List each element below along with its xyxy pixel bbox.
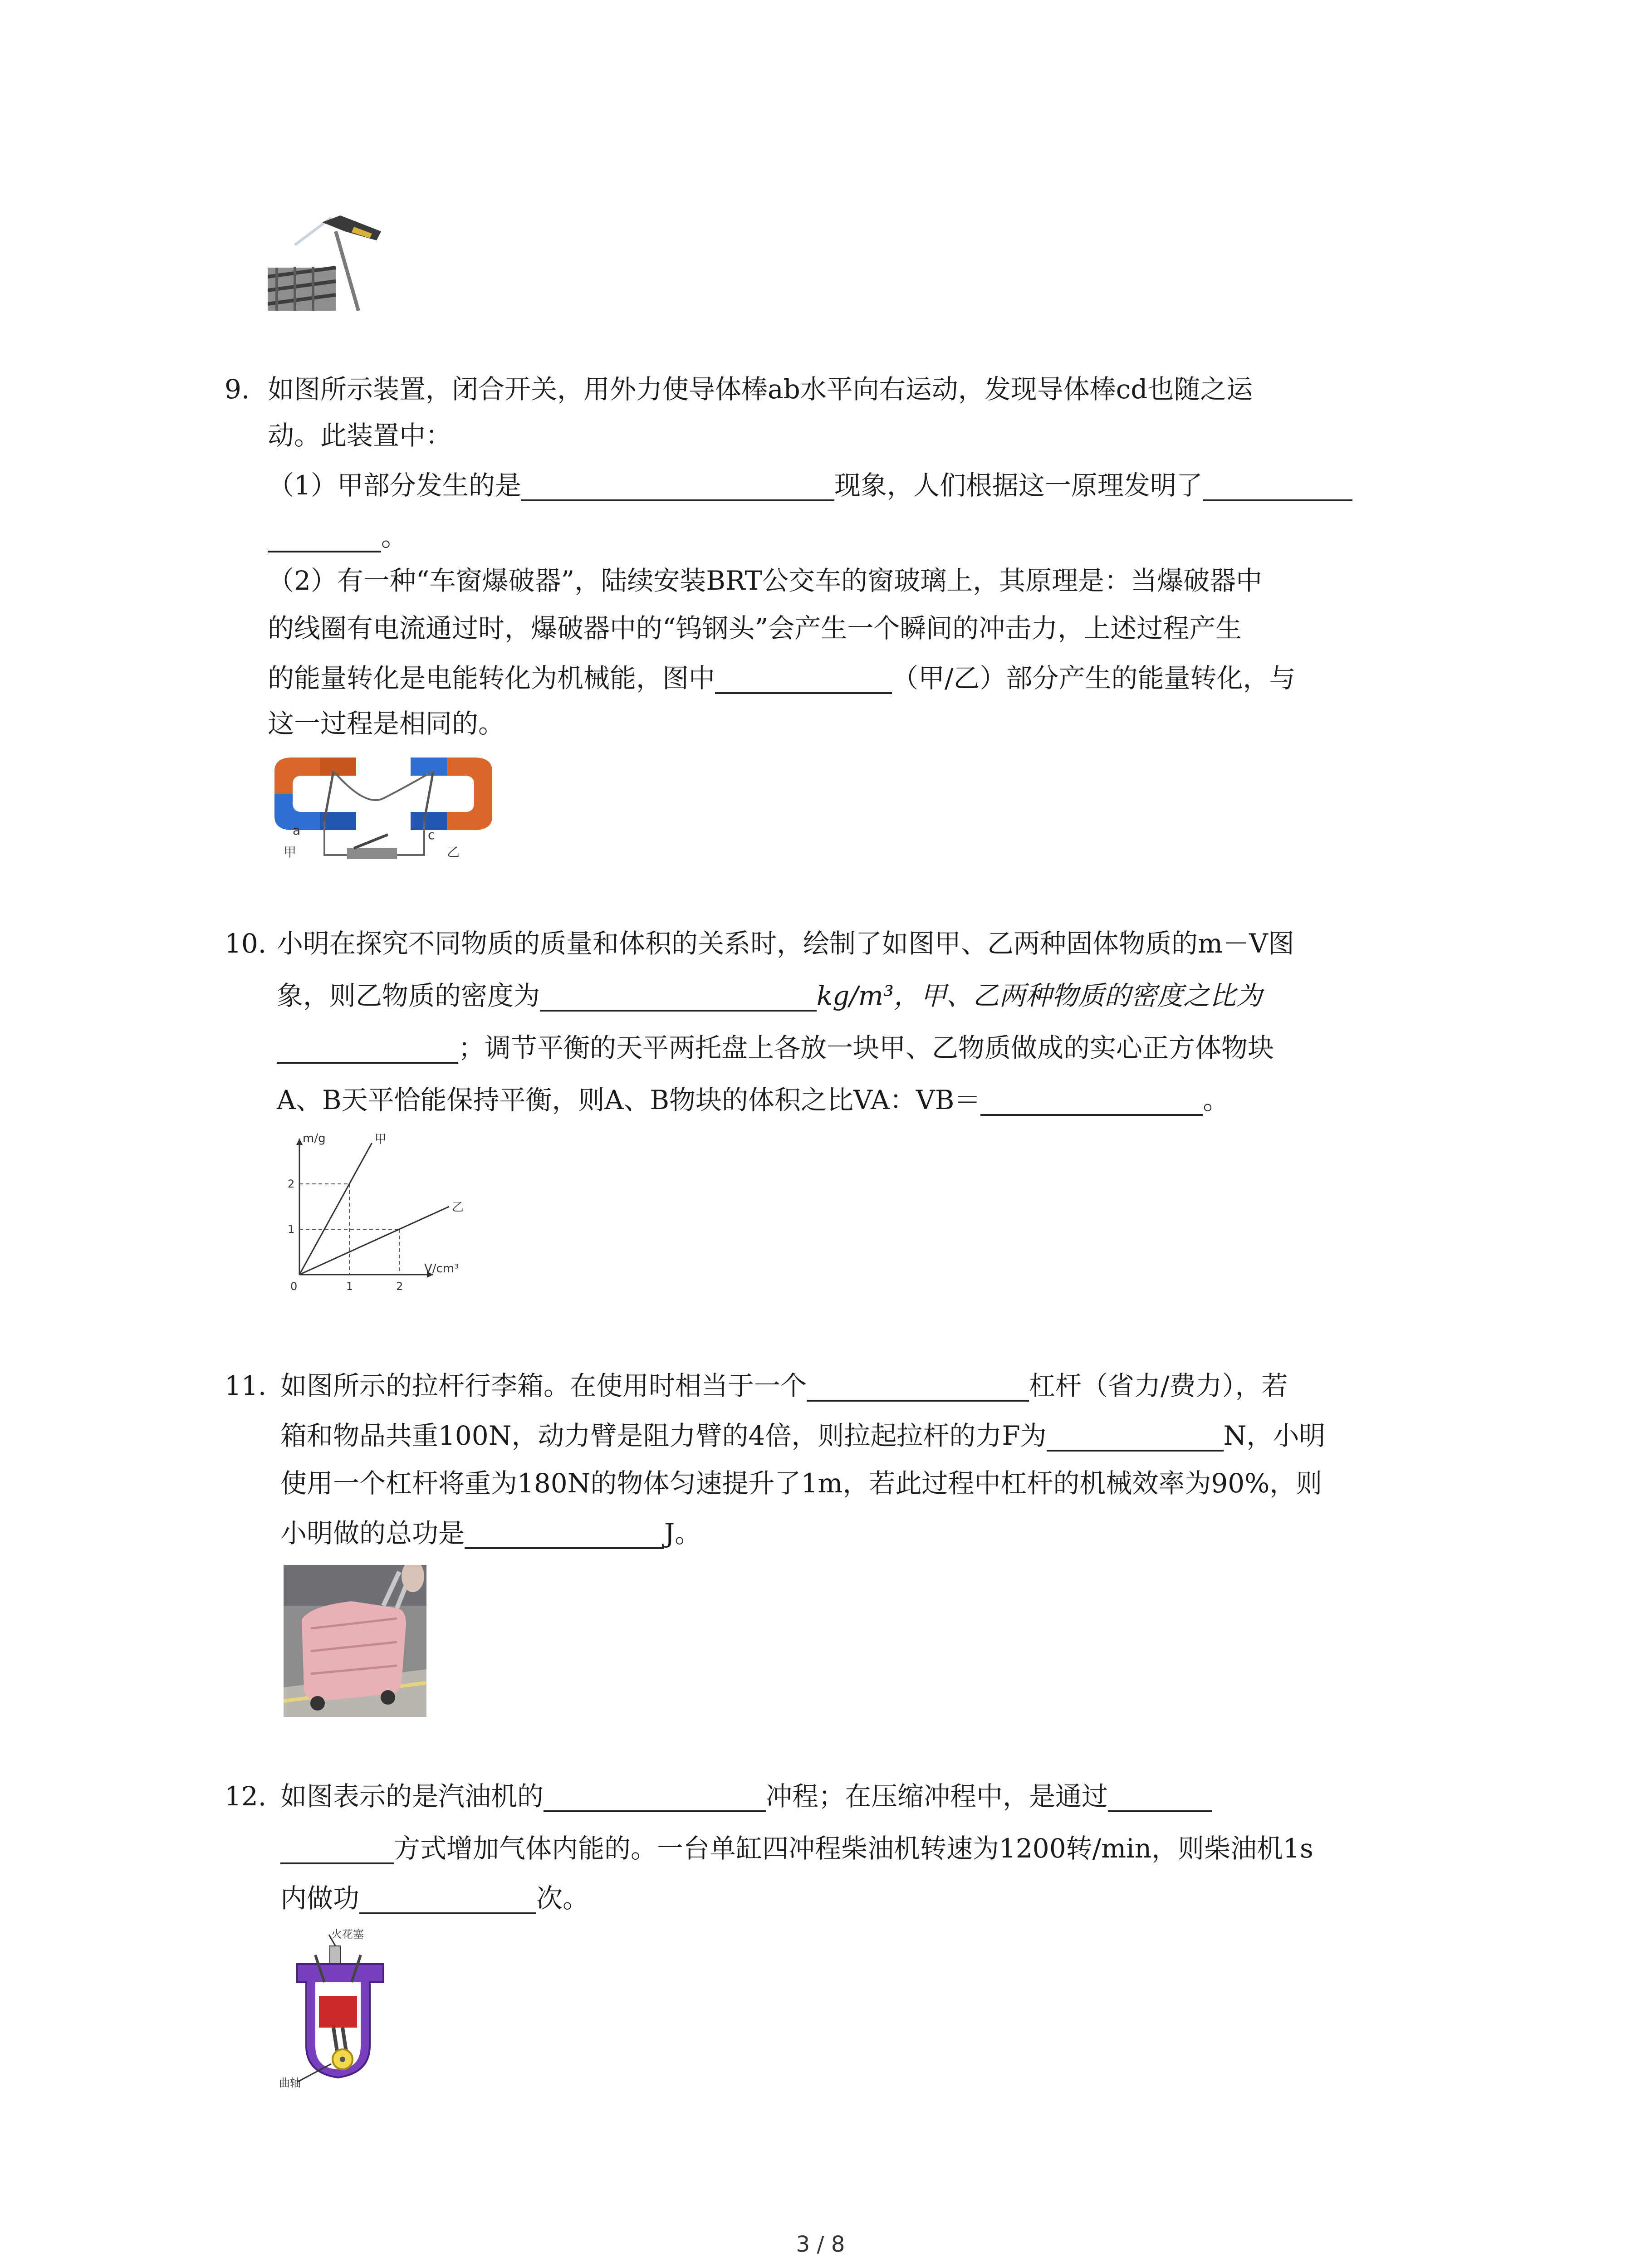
y-axis-arrow <box>296 1139 303 1145</box>
label-c: c <box>428 827 435 842</box>
answer-blank-11-2[interactable] <box>1047 1422 1224 1452</box>
question-11-line-2-a: 箱和物品共重100N，动力臂是阻力臂的4倍，则拉起拉杆的力F为 <box>280 1420 1047 1451</box>
magnet-circuit-figure <box>265 753 501 866</box>
question-12-line-3-b: 次。 <box>536 1883 589 1914</box>
answer-blank-10-2[interactable] <box>277 1034 458 1064</box>
answer-blank-9-2a[interactable] <box>1203 471 1352 501</box>
question-9-line-4 <box>268 521 407 552</box>
question-9-part-1-text-b: 现象，人们根据这一原理发明了 <box>834 470 1203 501</box>
question-11-line-4 <box>280 1517 701 1549</box>
answer-blank-12-1[interactable] <box>544 1782 766 1812</box>
question-12-line-2 <box>280 1833 1313 1864</box>
question-9-number: 9. <box>225 374 250 405</box>
answer-blank-12-3[interactable] <box>359 1884 536 1914</box>
question-12-line-2-text: 方式增加气体内能的。一台单缸四冲程柴油机转速为1200转/min，则柴油机1s <box>394 1833 1313 1864</box>
answer-blank-11-3[interactable] <box>465 1519 664 1549</box>
answer-blank-12-2b[interactable] <box>280 1834 394 1864</box>
x-tick-label: 2 <box>396 1280 403 1293</box>
question-10-line-2-a: 象，则乙物质的密度为 <box>277 980 540 1011</box>
question-9-line-5: （2）有一种“车窗爆破器”，陆续安装BRT公交车的窗玻璃上，其原理是：当爆破器中 <box>268 565 1263 596</box>
question-11-line-1-a: 如图所示的拉杆行李箱。在使用时相当于一个 <box>280 1370 807 1401</box>
y-tick-label: 2 <box>288 1178 295 1190</box>
question-10-line-2-b: kg/m³，甲、乙两种物质的密度之比为 <box>817 980 1263 1011</box>
question-9-part-1-text: （1）甲部分发生的是 <box>268 470 521 501</box>
crankshaft-label: 曲轴 <box>279 2077 301 2089</box>
y-axis-label: m/g <box>303 1132 326 1145</box>
question-9-line-7-a: 的能量转化是电能转化为机械能，图中 <box>268 663 715 694</box>
question-12-number: 12. <box>225 1781 267 1812</box>
question-11-line-4-b: J。 <box>664 1518 701 1549</box>
question-10-number: 10. <box>225 928 267 959</box>
question-9-line-6: 的线圈有电流通过时，爆破器中的“钨钢头”会产生一个瞬间的冲击力，上述过程产生 <box>268 613 1242 644</box>
question-12-line-1-b: 冲程；在压缩冲程中，是通过 <box>766 1781 1108 1812</box>
question-11-line-4-a: 小明做的总功是 <box>280 1518 465 1549</box>
x-tick-label: 1 <box>346 1280 353 1293</box>
question-11-number: 11. <box>225 1370 267 1401</box>
question-9-line-7-b: （甲/乙）部分产生的能量转化，与 <box>892 663 1296 694</box>
series-label: 乙 <box>452 1201 464 1214</box>
question-9-line-4-end: 。 <box>381 521 408 552</box>
page-number: 3 / 8 <box>796 2232 845 2257</box>
answer-blank-10-3[interactable] <box>980 1086 1203 1116</box>
question-11-line-2 <box>280 1420 1325 1452</box>
x-tick-label: 0 <box>290 1280 298 1293</box>
engine-cylinder-figure <box>279 1928 424 2091</box>
label-jia: 甲 <box>284 845 297 860</box>
label-yi: 乙 <box>447 845 460 860</box>
answer-blank-9-2b[interactable] <box>268 523 381 552</box>
crane-photo <box>268 213 390 311</box>
luggage-photo <box>284 1565 426 1717</box>
question-11-line-1-b: 杠杆（省力/费力），若 <box>1029 1370 1288 1401</box>
spark-plug-label: 火花塞 <box>331 1928 364 1941</box>
question-11-line-1 <box>280 1370 1288 1402</box>
question-12-line-3 <box>280 1882 589 1914</box>
label-a: a <box>293 823 301 838</box>
question-9-line-8: 这一过程是相同的。 <box>268 708 505 739</box>
question-10-line-4-b: 。 <box>1203 1085 1230 1115</box>
question-10-line-4 <box>277 1084 1229 1116</box>
answer-blank-9-1[interactable] <box>521 471 834 501</box>
question-9-line-7 <box>268 662 1296 694</box>
answer-blank-9-3[interactable] <box>715 664 892 694</box>
series-line <box>299 1143 372 1275</box>
question-10-line-1: 小明在探究不同物质的质量和体积的关系时，绘制了如图甲、乙两种固体物质的m－V图 <box>277 928 1294 959</box>
mass-volume-chart <box>279 1129 483 1302</box>
question-11-line-3: 使用一个杠杆将重为180N的物体匀速提升了1m，若此过程中杠杆的机械效率为90%，则 <box>280 1468 1323 1499</box>
question-12-line-1-a: 如图表示的是汽油机的 <box>280 1781 544 1812</box>
answer-blank-10-1[interactable] <box>540 982 817 1012</box>
question-11-line-2-b: N，小明 <box>1223 1420 1326 1451</box>
question-10-line-2 <box>277 980 1262 1012</box>
answer-blank-12-2a[interactable] <box>1108 1782 1212 1812</box>
question-12-line-3-a: 内做功 <box>280 1883 360 1914</box>
question-9-line-1: 如图所示装置，闭合开关，用外力使导体棒ab水平向右运动，发现导体棒cd也随之运 <box>268 374 1253 405</box>
question-9-line-3 <box>268 469 1352 501</box>
question-10-line-4-a: A、B天平恰能保持平衡，则A、B物块的体积之比VA：VB＝ <box>277 1085 981 1115</box>
question-10-line-3-text: ；调节平衡的天平两托盘上各放一块甲、乙物质做成的实心正方体物块 <box>458 1032 1274 1063</box>
question-12-line-1 <box>280 1780 1212 1812</box>
question-9-line-2: 动。此装置中： <box>268 420 452 451</box>
x-axis-label: V/cm³ <box>424 1262 459 1276</box>
answer-blank-11-1[interactable] <box>807 1372 1029 1402</box>
series-label: 甲 <box>374 1133 387 1146</box>
y-tick-label: 1 <box>288 1223 295 1236</box>
question-10-line-3 <box>277 1032 1274 1064</box>
